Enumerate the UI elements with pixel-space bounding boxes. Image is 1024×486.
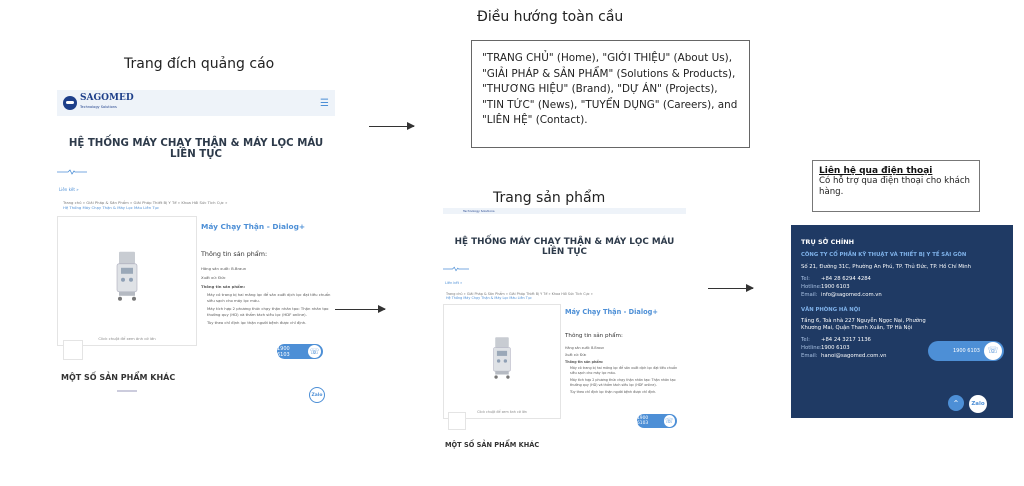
breadcrumb (63, 200, 335, 210)
breadcrumb-path[interactable]: Trang chủ » Giải Pháp & Sản Phẩm » Giải Pháp Thiết Bị Y Tế » Khoa Hồi Sức Tích Cực » (446, 292, 593, 296)
global-nav-box (471, 40, 750, 148)
arrow-landing-to-product (332, 309, 385, 310)
hanoi-address: Tầng 6, Toà nhà 227 Nguyễn Ngọc Nại, Phường Khương Mai, Quận Thanh Xuân, TP Hà Nội (801, 318, 926, 331)
hotline-pill-number: 1900 6103 (637, 416, 649, 426)
arrow-product-to-contact (708, 288, 753, 289)
caption-landing-page: Trang đích quảng cáo (124, 56, 275, 72)
sagomed-logo (63, 94, 134, 112)
phone-contact-box (812, 160, 980, 212)
product-image[interactable] (57, 216, 197, 346)
hotline-label: Hotline: (801, 284, 822, 290)
company-name: CÔNG TY CỔ PHẦN KỸ THUẬT VÀ THIẾT BỊ Y TẾ SÀI GÒN (801, 252, 967, 258)
hotline-label: Hotline: (801, 345, 822, 351)
caption-global-nav: Điều hướng toàn cầu (477, 9, 624, 25)
more-products-heading: MỘT SỐ SẢN PHẨM KHÁC (61, 373, 176, 382)
site-header-cropped (443, 208, 686, 214)
menu-hamburger-icon[interactable]: ☰ (320, 97, 329, 109)
global-nav-text: "TRANG CHỦ" (Home), "GIỚI THIỆU" (About Us), "GIẢI PHÁP & SẢN PHẨM" (Solutions & Products), "THƯƠNG HIỆU" (Brand), "DỰ ÁN" (Projects), "TIN TỨC" (News), "TUYỂN DỤNG" (Careers), and "LIÊN HỆ" (Contact). (482, 52, 738, 126)
contact-footer-screenshot (791, 225, 1013, 418)
tel-label: Tel: (801, 337, 810, 343)
logo-subtitle: Technology Solutions (80, 105, 117, 109)
tel-number[interactable]: +84 28 6294 4284 (821, 276, 871, 282)
product-name: Máy Chạy Thận - Dialog+ (565, 308, 658, 316)
spec-bullet: Máy có trang bị hai mảng lọc để sản xuất dịch lọc đạt tiêu chuẩn siêu sạch cho máy lọc máu. (570, 366, 678, 375)
heartbeat-divider-icon (443, 266, 469, 272)
head-office-address: Số 21, Đường 31C, Phường An Phú, TP. Thủ Đức, TP. Hồ Chí Minh (801, 264, 971, 270)
spec-bullet: Máy tích hợp 2 phương thức chạy thận nhân tạo: Thận nhân tạo thường quy (HD) và thẩm tách siêu lọc (HDF online). (570, 378, 676, 387)
spec-bullet: Tùy theo chỉ định lọc thận người bệnh được chỉ định. (570, 390, 657, 394)
product-thumbnail[interactable] (448, 412, 466, 430)
hotline-pill-button[interactable] (928, 341, 1004, 361)
page-title: HỆ THỐNG MÁY CHẠY THẬN & MÁY LỌC MÁU LIÊN TỤC (68, 138, 324, 160)
hanoi-email[interactable]: hanoi@sagomed.com.vn (821, 353, 887, 359)
hotline-number[interactable]: 1900 6103 (821, 284, 850, 290)
product-origin: Xuất xứ: Đức (201, 275, 226, 280)
product-thumbnail[interactable] (63, 340, 83, 360)
product-image[interactable] (443, 304, 561, 419)
phone-contact-desc: Có hỗ trợ qua điện thoại cho khách hàng. (819, 176, 971, 197)
hanoi-office-title: VĂN PHÒNG HÀ NỘI (801, 307, 861, 313)
contact-link[interactable]: Liên kết » (59, 187, 79, 192)
logo-mark-icon (63, 96, 77, 110)
phone-icon: ☏ (309, 347, 320, 356)
arrow-landing-to-nav (369, 126, 414, 127)
contact-link[interactable]: Liên kết » (445, 281, 463, 285)
spec-bullet: Máy có trang bị hai mảng lọc để sản xuất dịch lọc đạt tiêu chuẩn siêu sạch cho máy lọc máu. (207, 292, 331, 303)
email-address[interactable]: info@sagomed.com.vn (821, 292, 882, 298)
hotline-pill-button[interactable] (277, 344, 323, 359)
zoom-note: Click chuột để xem ảnh cỡ lớn (98, 336, 156, 341)
product-name: Máy Chạy Thận - Dialog+ (201, 222, 306, 231)
hanoi-tel[interactable]: +84 24 3217 1136 (821, 337, 871, 343)
zalo-button[interactable]: Zalo (309, 387, 325, 403)
heartbeat-divider-icon (57, 169, 87, 175)
breadcrumb-current: Hệ Thống Máy Chạy Thận & Máy Lọc Máu Liên Tục (63, 205, 160, 210)
scroll-up-icon[interactable]: ⌃ (948, 395, 964, 411)
breadcrumb (446, 292, 686, 300)
page-title: HỆ THỐNG MÁY CHẠY THẬN & MÁY LỌC MÁU LIÊN TỤC (454, 237, 675, 257)
dialysis-machine-image (485, 335, 519, 379)
breadcrumb-path[interactable]: Trang chủ » Giải Pháp & Sản Phẩm » Giải Pháp Thiết Bị Y Tế » Khoa Hồi Sức Tích Cực » (63, 200, 228, 205)
product-info-heading: Thông tin sản phẩm: (565, 333, 623, 339)
head-office-title: TRỤ SỞ CHÍNH (801, 238, 855, 246)
landing-page-screenshot (57, 90, 335, 408)
site-header (57, 90, 335, 116)
specs-heading: Thông tin sản phẩm: (201, 284, 246, 289)
product-info-heading: Thông tin sản phẩm: (201, 250, 268, 258)
product-origin: Xuất xứ: Đức (565, 353, 587, 357)
hotline-pill-number: 1900 6103 (952, 347, 980, 354)
phone-contact-title: Liên hệ qua điện thoại (819, 166, 933, 176)
hotline-pill-button[interactable] (637, 414, 677, 428)
zalo-button[interactable]: Zalo (969, 395, 987, 413)
phone-icon: ☏ (984, 342, 1002, 360)
spec-bullet: Máy tích hợp 2 phương thức chạy thận nhân tạo: Thận nhân tạo thường quy (HD) và thẩm tách siêu lọc (HDF online). (207, 306, 329, 317)
zoom-note: Click chuột để xem ảnh cỡ lớn (477, 410, 527, 414)
spec-bullet: Tùy theo chỉ định lọc thận người bệnh được chỉ định. (207, 320, 307, 325)
product-brand: Hãng sản xuất: B.Braun (565, 346, 605, 350)
caption-product-page: Trang sản phẩm (493, 190, 606, 206)
phone-icon: ☏ (664, 417, 674, 425)
product-brand: Hãng sản xuất: B.Braun (201, 266, 247, 271)
dialysis-machine-image (107, 250, 147, 302)
hanoi-hotline[interactable]: 1900 6103 (821, 345, 850, 351)
email-label: Email: (801, 353, 818, 359)
logo-subtitle: Technology Solutions (463, 209, 495, 213)
product-page-screenshot (443, 208, 686, 456)
breadcrumb-current: Hệ Thống Máy Chạy Thận & Máy Lọc Máu Liên Tục (446, 296, 532, 300)
specs-heading: Thông tin sản phẩm: (565, 360, 604, 364)
email-label: Email: (801, 292, 818, 298)
hotline-pill-number: 1900 6103 (277, 345, 290, 358)
more-products-heading: MỘT SỐ SẢN PHẨM KHÁC (445, 441, 540, 449)
tel-label: Tel: (801, 276, 810, 282)
logo-text: SAGOMED (80, 93, 134, 103)
